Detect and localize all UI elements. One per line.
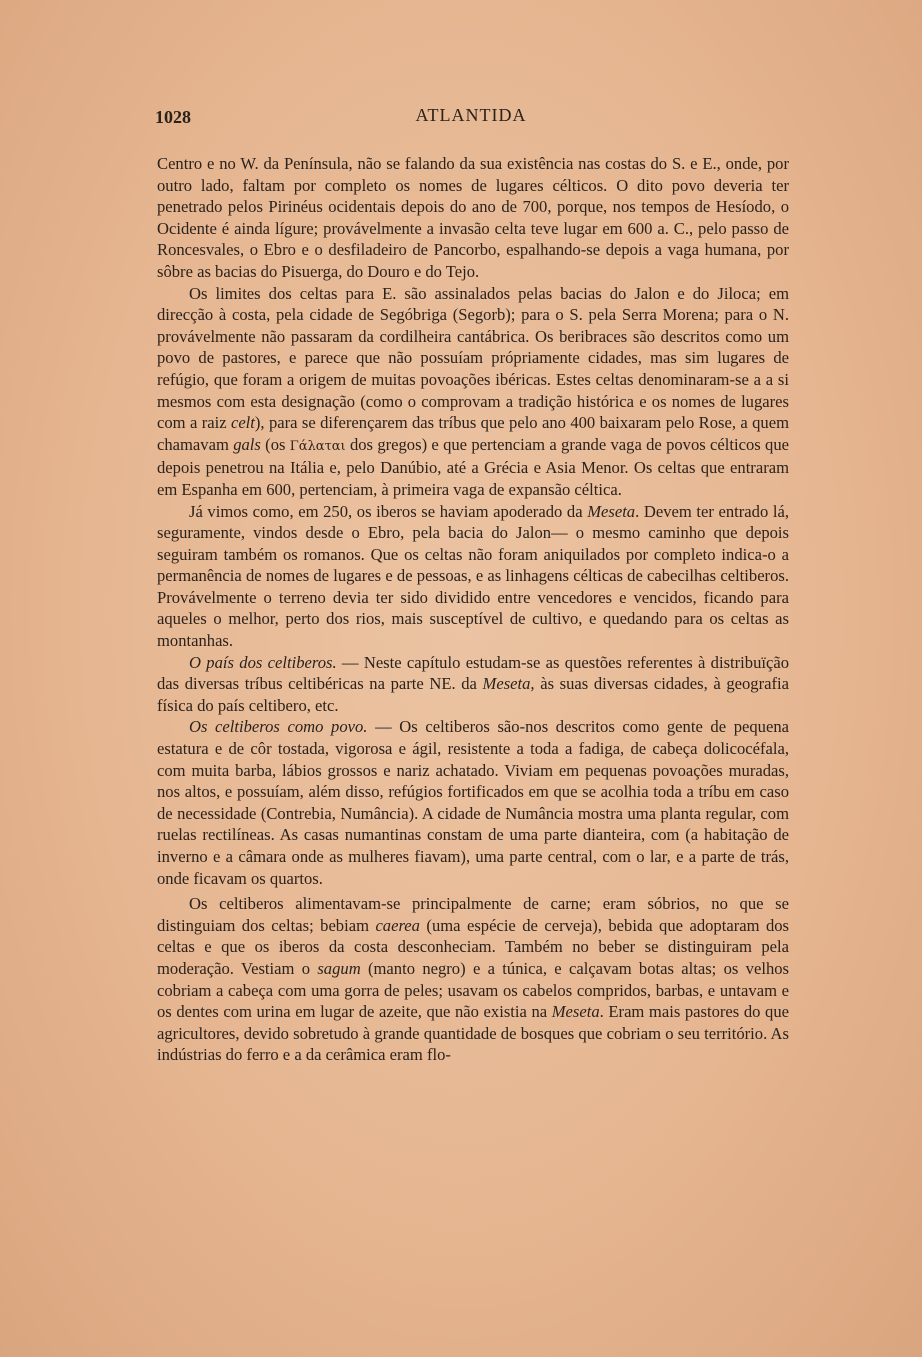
paragraph-1 xyxy=(157,153,789,283)
text-segment: . Eram mais pastores do que agricultores, devido sobretudo à grande quantidade de bosques que cobriam o seu território. As indústrias do ferro e a da cerâmica eram flo- xyxy=(157,1002,789,1065)
page-header xyxy=(155,105,787,131)
paragraph-5 xyxy=(157,716,789,889)
body-text xyxy=(157,153,789,1066)
text-segment: dos gregos) e que pertenciam a grande vaga de povos célticos que depois penetrou na Itália e, pelo Danúbio, até a Grécia e Asia Menor. Os celtas que entraram em Espanha em 600, pertenciam, à primeira vaga de expansão céltica. xyxy=(157,434,789,499)
italic-text: O país dos celtiberos. xyxy=(189,652,337,672)
italic-text: celt xyxy=(230,413,255,433)
paragraph-4 xyxy=(157,652,789,717)
paragraph-3 xyxy=(157,501,789,652)
text-segment: às suas diversas cidades, à geografia física do país celtibero, etc. xyxy=(157,674,789,715)
text-segment: (manto negro) e a túnica, e calçavam botas altas; os velhos cobriam a cabeça com uma gorra de peles; usavam os cabelos compridos, barbas, e untavam e os dentes com urina em lugar de azeite, que não existia na xyxy=(157,958,789,1022)
page-number: 1028 xyxy=(155,107,191,127)
italic-text: Meseta xyxy=(587,501,636,521)
text-segment: — Neste capítulo estudam-se as questões referentes à distribuïção das diversas tríbus celtibéricas na parte NE. da xyxy=(157,652,789,694)
text-segment: ), para se diferençarem das tríbus que pelo ano 400 baixaram pelo Rose, a quem chamavam xyxy=(157,413,789,454)
italic-text: caerea xyxy=(375,915,420,935)
paragraph-6 xyxy=(157,893,789,1066)
greek-text: Γάλαται xyxy=(289,438,346,454)
italic-text: Os celtiberos como povo. xyxy=(189,717,368,737)
text-segment: — Os celtiberos são-nos descritos como gente de pequena estatura e de côr tostada, vigorosa e ágil, resistente a toda a fadiga, de cabeça dolicocéfala, com muita barba, lábios grossos e nariz achatado. Viviam em pequenas povoações muradas, nos altos, e possuíam, além disso, refúgios fortificados em que se acolhia toda a tríbu em caso de necessidade (Contrebia, Numância). A cidade de Numância mostra uma planta regular, com ruelas rectilíneas. As casas numantinas constam de uma parte dianteira, com (a habitação de inverno e a câmara onde as mulheres fiavam), uma parte central, com o lar, e a parte de trás, onde ficavam os quartos. xyxy=(157,717,789,888)
text-segment: . Devem ter entrado lá, seguramente, vindos desde o Ebro, pela bacia do Jalon— o mesmo caminho que depois seguiram também os romanos. Que os celtas não foram aniquilados por completo indica-o a permanência de nomes de lugares e de pessoas, e as linhagens célticas de cabecilhas celtiberos. Provávelmente o terreno devia ter sido dividido entre vencedores e vencidos, ficando para aqueles o melhor, perto dos rios, mais susceptível de cultivo, e quedando para os celtas as montanhas. xyxy=(157,501,790,651)
text-segment: Os limites dos celtas para E. são assinalados pelas bacias do Jalon e do Jiloca; em direcção à costa, pela cidade de Segóbriga (Segorb); para o S. pela Serra Morena; para o N. provávelmente não passaram da cordilheira cantábrica. Os beribraces são descritos como um povo de pastores, e parece que não possuíam própriamente cidades, mas sim lugares de refúgio, que foram a origem de muitas povoações ibéricas. Estes celtas denominaram-se a a si mesmos com esta designação (como o comprovam a tradição histórica e os nomes de lugares com a raiz xyxy=(157,283,789,433)
text-segment: (os xyxy=(260,434,290,454)
text-segment: Os celtiberos alimentavam-se principalmente de carne; eram sóbrios, no que se distinguiam dos celtas; bebiam xyxy=(157,894,789,935)
italic-text: gals xyxy=(233,434,261,454)
running-title: ATLANTIDA xyxy=(415,105,527,125)
italic-text: sagum xyxy=(317,958,361,978)
text-segment: Já vimos como, em 250, os iberos se haviam apoderado da xyxy=(189,501,588,521)
italic-text: Meseta xyxy=(551,1002,600,1022)
text-segment: (uma espécie de cerveja), bebida que adoptaram dos celtas e que os iberos da costa desconheciam. Também no beber se distinguiram pela moderação. Vestiam o xyxy=(157,915,789,978)
italic-text: Meseta, xyxy=(482,674,535,694)
text-segment: Centro e no W. da Península, não se falando da sua existência nas costas do S. e E., onde, por outro lado, faltam por completo os nomes de lugares célticos. O dito povo deveria ter penetrado pelos Pirinéus ocidentais depois do ano de 700, porque, nos tempos de Hesíodo, o Ocidente é ainda lígure; provávelmente a invasão celta teve lugar em 600 a. C., pelo passo de Roncesvales, o Ebro e o desfiladeiro de Pancorbo, espalhando-se depois a vaga humana, por sôbre as bacias do Pisuerga, do Douro e do Tejo. xyxy=(157,154,789,281)
paragraph-2 xyxy=(157,283,789,501)
